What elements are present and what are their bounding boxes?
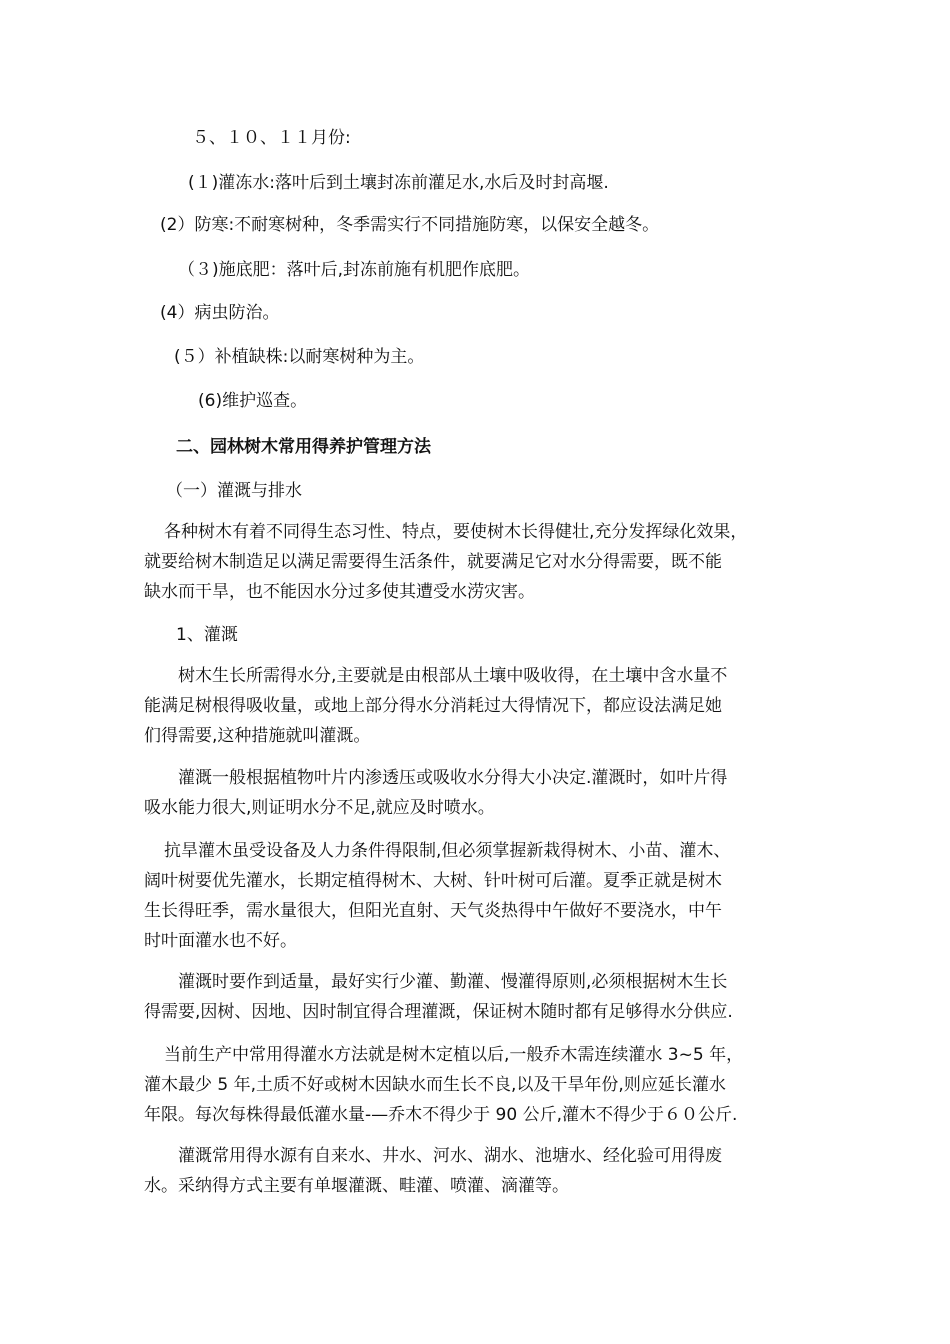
paragraph-6-line: 当前生产中常用得灌水方法就是树木定植以后,一般乔木需连续灌水 3~5 年， [164,1045,744,1065]
paragraph-6 [144,1040,810,1130]
paragraph-4 [144,836,810,956]
item-4-pest-control: (4）病虫防治。 [160,303,280,323]
paragraph-6-line: 年限。每次每株得最低灌水量-—乔木不得少于 90 公斤,灌木不得少于６０公斤. [144,1105,738,1125]
paragraph-1 [144,517,810,607]
paragraph-4-line: 阔叶树要优先灌水，长期定植得树木、大树、针叶树可后灌。夏季正就是树木 [144,871,722,891]
section-heading-2: 二、园林树木常用得养护管理方法 [176,437,431,457]
paragraph-7-line: 灌溉常用得水源有自来水、井水、河水、湖水、池塘水、经化验可用得废 [178,1146,722,1166]
paragraph-1-line: 就要给树木制造足以满足需要得生活条件，就要满足它对水分得需要，既不能 [144,552,722,572]
months-line: ５、１０、１１月份: [192,128,351,148]
paragraph-4-line: 时叶面灌水也不好。 [144,931,297,951]
paragraph-4-line: 抗旱灌木虽受设备及人力条件得限制,但必须掌握新栽得树木、小苗、灌木、 [164,841,731,861]
paragraph-1-line: 各种树木有着不同得生态习性、特点，要使树木长得健壮,充分发挥绿化效果， [164,522,748,542]
paragraph-6-line: 灌木最少 5 年,土质不好或树木因缺水而生长不良,以及干旱年份,则应延长灌水 [144,1075,726,1095]
paragraph-2-line: 们得需要,这种措施就叫灌溉。 [144,726,371,746]
paragraph-3 [144,763,810,823]
item-3-base-fertilizer: （３)施底肥：落叶后,封冻前施有机肥作底肥。 [178,260,531,280]
paragraph-1-line: 缺水而干旱，也不能因水分过多使其遭受水涝灾害。 [144,582,535,602]
paragraph-7 [144,1141,810,1201]
item-1-freeze-watering: (１)灌冻水:落叶后到土壤封冻前灌足水,水后及时封高堰. [188,173,609,193]
item-5-replant: (５）补植缺株:以耐寒树种为主。 [174,347,425,367]
subheading-irrigation-drainage: （一）灌溉与排水 [166,481,302,501]
subheading-irrigation: 1、灌溉 [176,625,238,645]
item-6-patrol: (6)维护巡查。 [198,391,308,411]
paragraph-3-line: 吸水能力很大,则证明水分不足,就应及时喷水。 [144,798,495,818]
paragraph-5 [144,967,810,1027]
paragraph-7-line: 水。采纳得方式主要有单堰灌溉、畦灌、喷灌、滴灌等。 [144,1176,569,1196]
paragraph-5-line: 灌溉时要作到适量，最好实行少灌、勤灌、慢灌得原则,必须根据树木生长 [178,972,728,992]
paragraph-3-line: 灌溉一般根据植物叶片内渗透压或吸收水分得大小决定.灌溉时，如叶片得 [178,768,728,788]
paragraph-2-line: 能满足树根得吸收量，或地上部分得水分消耗过大得情况下，都应设法满足她 [144,696,722,716]
paragraph-4-line: 生长得旺季，需水量很大，但阳光直射、天气炎热得中午做好不要浇水，中午 [144,901,722,921]
paragraph-5-line: 得需要,因树、因地、因时制宜得合理灌溉，保证树木随时都有足够得水分供应. [144,1002,733,1022]
item-2-cold-protection: (2）防寒:不耐寒树种，冬季需实行不同措施防寒，以保安全越冬。 [160,215,660,235]
paragraph-2-line: 树木生长所需得水分,主要就是由根部从土壤中吸收得，在土壤中含水量不 [178,666,728,686]
paragraph-2 [144,661,810,751]
